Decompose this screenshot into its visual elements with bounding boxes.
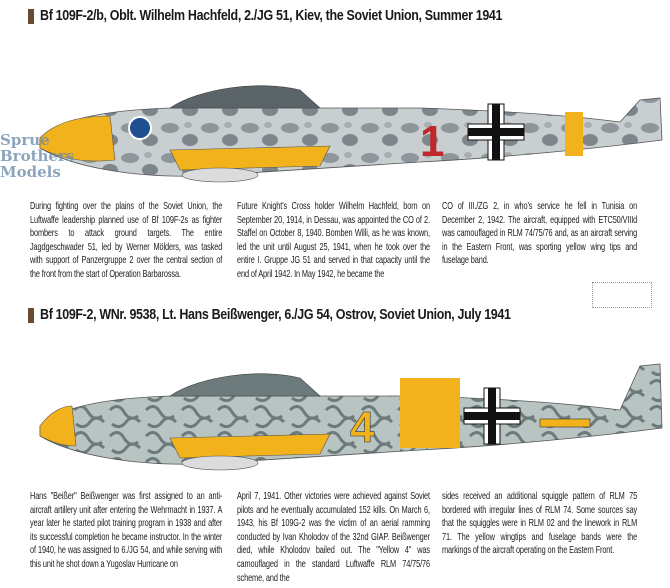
distributor-stamp (592, 282, 652, 308)
profile-2-aircraft-illustration (0, 326, 670, 486)
profile-1-text-col-1: During fighting over the plains of the Soviet Union, the Luftwaffe leadership planned use of Bf 109F-2s as fighter bombers to attack ground targets. The entire Jagdgeschwader 51, led by Werner Mölders, was tasked with support of Panzergruppe 2 over the central section of the front from the start of Operation Barbarossa. (30, 201, 223, 280)
aircraft-code-number: 4 (350, 403, 375, 452)
profile-1-aircraft-illustration (0, 30, 670, 195)
watermark-logo: Sprue Brothers Models (0, 131, 75, 181)
profile-1-title (28, 8, 502, 24)
profile-2-text-col-3: sides received an additional squiggle pattern of RLM 75 bordered with irregular lines of RLM 74. Some sources say that the squiggles were in RLM 02 and the linework in RLM 71. The yellow wingtips and fuselage bands were the markings of the aircraft operating on the Eastern Front. (442, 491, 638, 557)
aircraft-code-number: 1 (420, 117, 445, 166)
unit-emblem-icon (129, 117, 151, 139)
title-bar-marker (28, 308, 34, 323)
profile-2-text-col-2: April 7, 1941. Other victories were achieved against Soviet pilots and he eventually accumulated 152 kills. On March 6, 1943, his Bf 109G-2 was the victim of an aerial ramming conducted by Ivan Kholodov of the 32nd GIAP. Beißwenger died, while Kholodov bailed out. The "Yellow 4" was camouflaged in the standard Luftwaffe RLM 74/75/76 scheme, and the (237, 491, 430, 584)
title-bar-marker (28, 9, 34, 24)
profile-2-title (28, 307, 511, 323)
profile-2-text-col-1: Hans "Beißer" Beißwenger was first assigned to an anti-aircraft artillery unit after entering the Wehrmacht in 1937. A year later he started pilot training program in 1938 and after its successful completion he became instructor. In the winter of 1940, he was assigned to 6./JG 54, and while serving with this unit he shot down a Yugoslav Hurricane on (30, 491, 223, 570)
profile-1-text-col-3: CO of III./ZG 2, in who's service he fell in Tunisia on December 2, 1942. The aircraft, equipped with ETC50/VIIId was camouflaged in RLM 74/75/76 and, as an aircraft serving in the Eastern Front, was sporting yellow wing tips and fuselage band. (442, 201, 638, 267)
profile-2-title-text: Bf 109F-2, WNr. 9538, Lt. Hans Beißwenger, 6./JG 54, Ostrov, Soviet Union, July 1941 (40, 307, 511, 323)
profile-1-text-col-2: Future Knight's Cross holder Wilhelm Hachfeld, born on September 20, 1914, in Dessau, was appointed the CO of 2. Staffel on October 8, 1940. Bomben Willi, as he was known, led the unit until August 25, 1941, when he took over the entire I. Gruppe JG 51 and served in that capacity until the end of April 1942. In May 1942, he became the (237, 201, 430, 280)
profile-1-title-text: Bf 109F-2/b, Oblt. Wilhelm Hachfeld, 2./JG 51, Kiev, the Soviet Union, Summer 1941 (40, 8, 503, 24)
